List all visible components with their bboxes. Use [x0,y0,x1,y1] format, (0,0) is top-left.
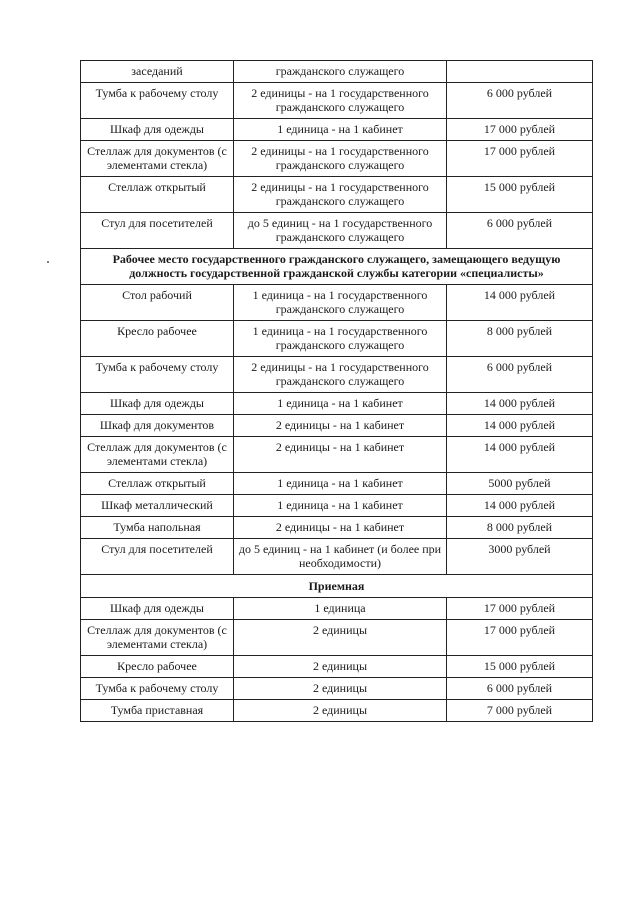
quantity-norm-cell [234,539,447,575]
item-name-cell [81,213,234,249]
price-cell-text: 6 000 рублей [486,86,553,100]
price-cell-text: 15 000 рублей [483,659,556,673]
furniture-norms-table [80,60,593,722]
item-name-cell [81,517,234,539]
item-name-cell [81,393,234,415]
price-cell-text: 15 000 рублей [483,180,556,194]
quantity-norm-cell-text: 1 единица [314,601,366,615]
price-cell [447,539,593,575]
quantity-norm-cell [234,285,447,321]
item-name-cell [81,285,234,321]
price-cell-text: 6 000 рублей [486,681,553,695]
section-title: Рабочее место государственного гражданского служащего, замещающего ведущую должность государственной гражданской службы категории «специалисты» [81,249,593,285]
table-row [81,415,593,437]
item-name-cell-text: заседаний [131,64,183,78]
quantity-norm-cell [234,700,447,722]
item-name-cell-text: Тумба к рабочему столу [95,681,219,695]
item-name-cell [81,321,234,357]
quantity-norm-cell [234,495,447,517]
quantity-norm-cell-text: 2 единицы - на 1 государственного гражданского служащего [251,86,429,114]
quantity-norm-cell-text: 2 единицы - на 1 кабинет [275,440,405,454]
price-cell [447,473,593,495]
quantity-norm-cell [234,321,447,357]
quantity-norm-cell-text: до 5 единиц - на 1 кабинет (и более при необходимости) [238,542,442,570]
quantity-norm-cell [234,141,447,177]
table-row [81,285,593,321]
price-cell-text: 8 000 рублей [486,324,553,338]
item-name-cell-text: Шкаф для одежды [109,122,204,136]
item-name-cell [81,119,234,141]
item-name-cell [81,656,234,678]
quantity-norm-cell-text: 2 единицы - на 1 кабинет [275,520,405,534]
price-cell [447,415,593,437]
quantity-norm-cell-text: 2 единицы - на 1 государственного гражданского служащего [251,360,429,388]
section-title: Приемная [81,575,593,598]
table-row [81,517,593,539]
price-cell-text: 7 000 рублей [486,703,553,717]
quantity-norm-cell-text: до 5 единиц - на 1 государственного гражданского служащего [247,216,433,244]
price-cell [447,119,593,141]
price-cell [447,357,593,393]
item-name-cell-text: Стеллаж открытый [108,476,206,490]
price-cell [447,598,593,620]
price-cell-text: 17 000 рублей [483,144,556,158]
item-name-cell-text: Шкаф для одежды [109,396,204,410]
table-body [81,61,593,722]
table-row [81,213,593,249]
item-name-cell-text: Стеллаж для документов (с элементами стекла) [87,144,227,172]
price-cell [447,285,593,321]
price-cell [447,177,593,213]
price-cell-text: 8 000 рублей [486,520,553,534]
section-row [81,249,593,285]
quantity-norm-cell-text: 2 единицы [312,703,368,717]
item-name-cell [81,141,234,177]
quantity-norm-cell-text: 2 единицы - на 1 государственного гражданского служащего [251,180,429,208]
quantity-norm-cell [234,415,447,437]
quantity-norm-cell-text: 2 единицы - на 1 государственного гражданского служащего [251,144,429,172]
price-cell-text: 3000 рублей [488,542,551,556]
table-row [81,357,593,393]
price-cell [447,141,593,177]
price-cell [447,517,593,539]
quantity-norm-cell [234,393,447,415]
item-name-cell [81,177,234,213]
item-name-cell [81,539,234,575]
item-name-cell-text: Стеллаж для документов (с элементами стекла) [87,623,227,651]
item-name-cell-text: Тумба приставная [110,703,204,717]
quantity-norm-cell-text: 2 единицы [312,659,368,673]
price-cell-text: 6 000 рублей [486,216,553,230]
item-name-cell-text: Шкаф для одежды [109,601,204,615]
price-cell-text: 17 000 рублей [483,601,556,615]
quantity-norm-cell-text: 1 единица - на 1 государственного гражданского служащего [252,324,428,352]
price-cell [447,620,593,656]
table-row [81,61,593,83]
table-row [81,700,593,722]
item-name-cell [81,620,234,656]
price-cell-text: 14 000 рублей [483,440,556,454]
quantity-norm-cell [234,437,447,473]
item-name-cell [81,437,234,473]
quantity-norm-cell-text: 2 единицы - на 1 кабинет [275,418,405,432]
item-name-cell [81,473,234,495]
quantity-norm-cell-text: 2 единицы [312,623,368,637]
table-row [81,141,593,177]
item-name-cell-text: Кресло рабочее [117,659,197,673]
table-row [81,119,593,141]
item-name-cell [81,700,234,722]
table-row [81,539,593,575]
item-name-cell-text: Шкаф металлический [101,498,213,512]
quantity-norm-cell [234,517,447,539]
price-cell-text: 17 000 рублей [483,122,556,136]
price-cell [447,61,593,83]
price-cell [447,83,593,119]
quantity-norm-cell-text: 1 единица - на 1 кабинет [277,476,403,490]
table-row [81,495,593,517]
item-name-cell [81,61,234,83]
quantity-norm-cell [234,656,447,678]
price-cell [447,213,593,249]
item-name-cell-text: Стеллаж открытый [108,180,206,194]
quantity-norm-cell-text: 1 единица - на 1 кабинет [277,396,403,410]
price-cell [447,700,593,722]
price-cell-text: 14 000 рублей [483,396,556,410]
item-name-cell-text: Шкаф для документов [99,418,215,432]
table-row [81,598,593,620]
quantity-norm-cell [234,213,447,249]
table-row [81,473,593,495]
price-cell [447,437,593,473]
item-name-cell [81,415,234,437]
price-cell-text: 14 000 рублей [483,288,556,302]
item-name-cell [81,495,234,517]
price-cell [447,678,593,700]
table-row [81,83,593,119]
quantity-norm-cell [234,83,447,119]
table-row [81,177,593,213]
quantity-norm-cell [234,678,447,700]
price-cell [447,321,593,357]
price-cell-text: 6 000 рублей [486,360,553,374]
price-cell-text: 14 000 рублей [483,418,556,432]
quantity-norm-cell [234,61,447,83]
item-name-cell-text: Тумба к рабочему столу [95,86,219,100]
item-name-cell-text: Тумба напольная [113,520,201,534]
section-row [81,575,593,598]
table-row [81,656,593,678]
item-name-cell-text: Стул для посетителей [101,542,213,556]
price-cell [447,393,593,415]
price-cell-text [451,64,588,78]
table-row [81,437,593,473]
item-name-cell-text: Стул для посетителей [101,216,213,230]
item-name-cell-text: Тумба к рабочему столу [95,360,219,374]
quantity-norm-cell-text: 2 единицы [312,681,368,695]
price-cell-text: 14 000 рублей [483,498,556,512]
quantity-norm-cell [234,620,447,656]
price-cell-text: 5000 рублей [488,476,551,490]
table-row [81,620,593,656]
item-name-cell-text: Стол рабочий [122,288,192,302]
scan-speck [47,261,49,263]
item-name-cell [81,357,234,393]
item-name-cell [81,678,234,700]
item-name-cell [81,598,234,620]
quantity-norm-cell [234,598,447,620]
item-name-cell-text: Кресло рабочее [117,324,197,338]
price-cell-text: 17 000 рублей [483,623,556,637]
price-cell [447,495,593,517]
table-row [81,321,593,357]
table-row [81,678,593,700]
quantity-norm-cell-text: гражданского служащего [275,64,405,78]
quantity-norm-cell-text: 1 единица - на 1 государственного гражданского служащего [252,288,428,316]
quantity-norm-cell [234,177,447,213]
quantity-norm-cell [234,119,447,141]
item-name-cell [81,83,234,119]
table-row [81,393,593,415]
price-cell [447,656,593,678]
quantity-norm-cell [234,357,447,393]
quantity-norm-cell [234,473,447,495]
item-name-cell-text: Стеллаж для документов (с элементами стекла) [87,440,227,468]
quantity-norm-cell-text: 1 единица - на 1 кабинет [277,122,403,136]
quantity-norm-cell-text: 1 единица - на 1 кабинет [277,498,403,512]
